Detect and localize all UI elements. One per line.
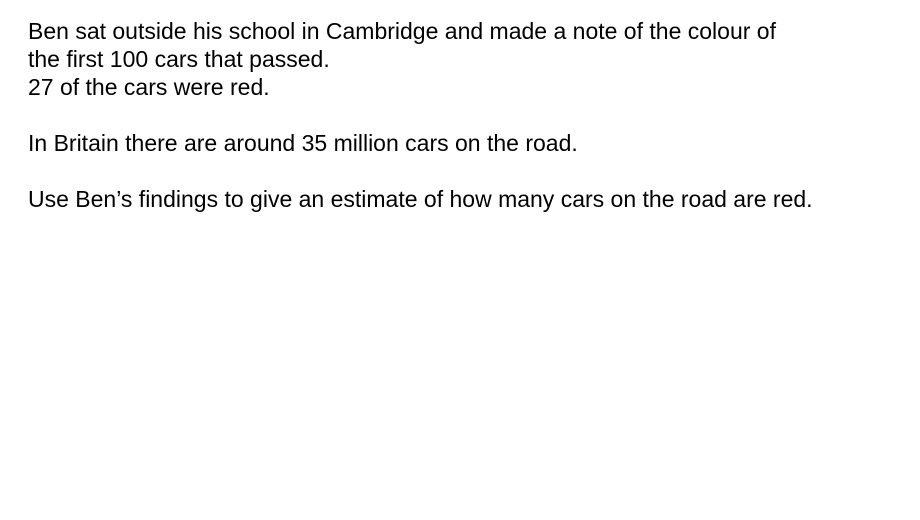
intro-line-2: the first 100 cars that passed.: [28, 46, 330, 72]
intro-line-3: 27 of the cars were red.: [28, 74, 270, 100]
paragraph-spacer: [28, 157, 908, 185]
paragraph-spacer: [28, 101, 908, 129]
question-text: [28, 17, 908, 213]
task-line: Use Ben’s findings to give an estimate of how many cars on the road are red.: [28, 186, 813, 212]
intro-line-1: Ben sat outside his school in Cambridge and made a note of the colour of: [28, 18, 776, 44]
context-line: In Britain there are around 35 million cars on the road.: [28, 130, 578, 156]
